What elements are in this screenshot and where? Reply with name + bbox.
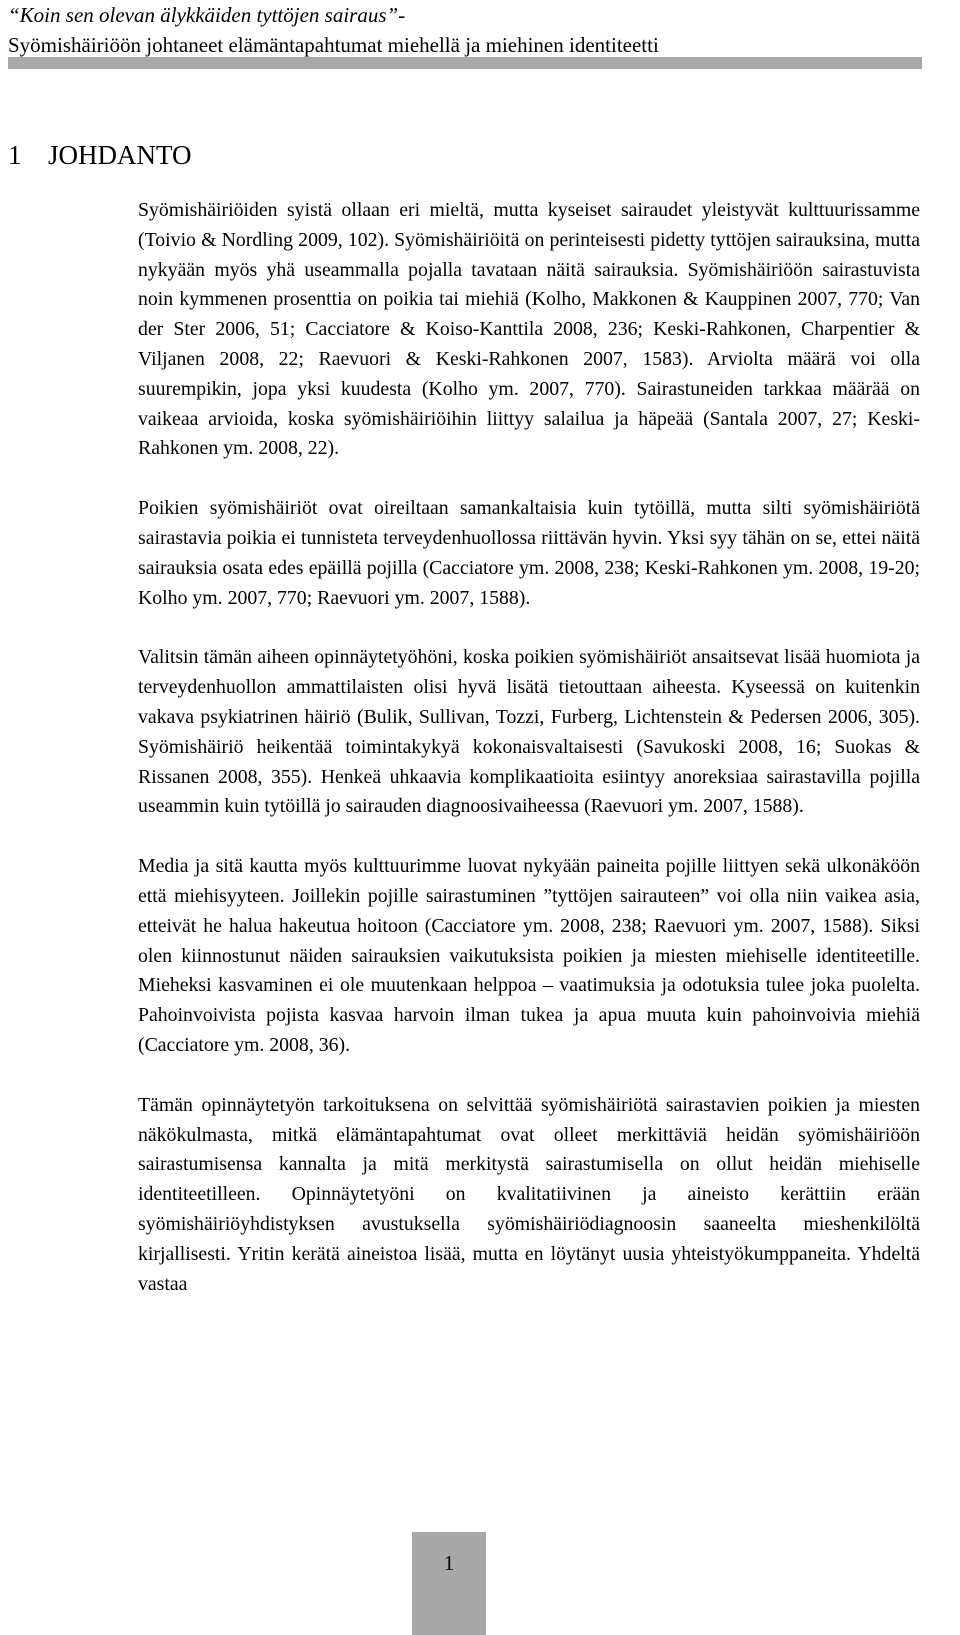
chapter-body xyxy=(138,196,920,1329)
paragraph-4: Media ja sitä kautta myös kulttuurimme luovat nykyään paineita pojille liittyen sekä ulkonäköön että miehisyyteen. Joillekin pojille sairastuminen ”tyttöjen sairauteen” voi olla niin vaikea asia, etteivät he halua hakeutua hoitoon (Cacciatore ym. 2008, 238; Raevuori ym. 2007, 1588). Siksi olen kiinnostunut näiden sairauksien vaikutuksista poikien ja miesten miehiselle identiteetille. Mieheksi kasvaminen ei ole muutenkaan helppoa – vaatimuksia ja odotuksia tulee joka puolelta. Pahoinvoivista pojista kasvaa harvoin ilman tukea ja apua muuta kuin pahoinvoivia miehiä (Cacciatore ym. 2008, 36). xyxy=(138,855,920,1056)
paragraph-3: Valitsin tämän aiheen opinnäytetyöhöni, koska poikien syömishäiriöt ansaitsevat lisää huomiota ja terveydenhuollon ammattilaisten olisi hyvä lisätä tietouttaan aiheesta. Kyseessä on kuitenkin vakava psykiatrinen häiriö (Bulik, Sullivan, Tozzi, Furberg, Lichtenstein & Pedersen 2006, 305). Syömishäiriö heikentää toimintakykyä kokonaisvaltaisesti (Savukoski 2008, 16; Suokas & Rissanen 2008, 355). Henkeä uhkaavia komplikaatioita esiintyy anoreksiaa sairastavilla pojilla useammin kuin tytöillä jo sairauden diagnoosivaiheessa (Raevuori ym. 2007, 1588). xyxy=(138,646,920,818)
page-number-box xyxy=(412,1532,486,1635)
chapter-title: JOHDANTO xyxy=(48,140,192,170)
chapter-number: 1 xyxy=(8,140,22,170)
paragraph-1: Syömishäiriöiden syistä ollaan eri mieltä, mutta kyseiset sairaudet yleistyvät kulttuurissamme (Toivio & Nordling 2009, 102). Syömishäiriöitä on perinteisesti pidetty tyttöjen sairauksina, mutta nykyään myös yhä useammalla pojalla tavataan näitä sairauksia. Syömishäiriöön sairastuvista noin kymmenen prosenttia on poikia tai miehiä (Kolho, Makkonen & Kauppinen 2007, 770; Van der Ster 2006, 51; Cacciatore & Koiso-Kanttila 2008, 236; Keski-Rahkonen, Charpentier & Viljanen 2008, 22; Raevuori & Keski-Rahkonen 2007, 1583). Arviolta määrä voi olla suurempikin, jopa yksi kuudesta (Kolho ym. 2007, 770). Sairastuneiden tarkkaa määrää on vaikeaa arvioida, koska syömishäiriöihin liittyy salailua ja häpeää (Santala 2007, 27; Keski-Rahkonen ym. 2008, 22). xyxy=(138,199,920,460)
page-number: 1 xyxy=(443,1551,455,1575)
running-header xyxy=(8,0,922,60)
paragraph-2: Poikien syömishäiriöt ovat oireiltaan samankaltaisia kuin tytöillä, mutta silti syömishäiriötä sairastavia poikia ei tunnisteta terveydenhuollossa riittävän hyvin. Yksi syy tähän on se, ettei näitä sairauksia osata edes epäillä pojilla (Cacciatore ym. 2008, 238; Keski-Rahkonen ym. 2008, 19-20; Kolho ym. 2007, 770; Raevuori ym. 2007, 1588). xyxy=(138,497,920,609)
chapter-heading xyxy=(8,138,192,172)
paragraph-5: Tämän opinnäytetyön tarkoituksena on selvittää syömishäiriötä sairastavien poikien ja miesten näkökulmasta, mitkä elämäntapahtumat ovat olleet merkittäviä heidän syömishäiriöön sairastumisensa kannalta ja mitä merkitystä sairastumisella on ollut heidän miehiselle identiteetilleen. Opinnäytetyöni on kvalitatiivinen ja aineisto kerättiin erään syömishäiriöyhdistyksen avustuksella syömishäiriödiagnoosin saaneelta mieshenkilöltä kirjallisesti. Yritin kerätä aineistoa lisää, mutta en löytänyt uusia yhteistyökumppaneita. Yhdeltä vastaa xyxy=(138,1093,920,1295)
thesis-title: “Koin sen olevan älykkäiden tyttöjen sairaus”- xyxy=(8,3,406,27)
header-divider xyxy=(8,57,922,69)
thesis-subtitle: Syömishäiriöön johtaneet elämäntapahtumat miehellä ja miehinen identiteetti xyxy=(8,33,659,57)
